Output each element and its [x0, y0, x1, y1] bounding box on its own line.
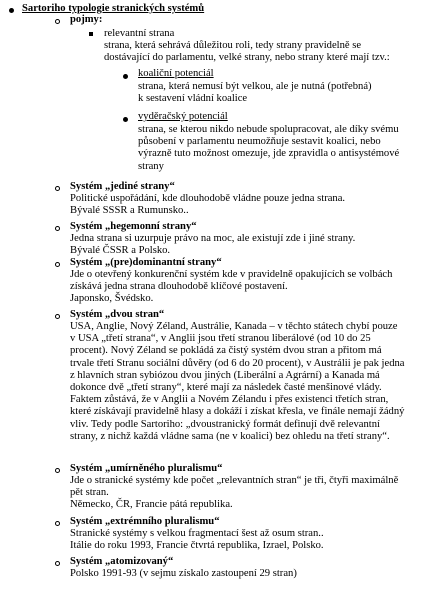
system-text [70, 568, 297, 580]
system-heading: Systém „hegemonní strany“ [70, 221, 197, 232]
vyderacsky-label: vyděračský potenciál [138, 111, 228, 122]
system-bullet [55, 468, 60, 473]
relevant-bullet [89, 32, 93, 36]
system-line: Itálie do roku 1993, Francie čtvrtá republika, Izrael, Polsko. [70, 540, 324, 552]
system-text [70, 528, 324, 552]
vyderacsky-line: strany [138, 160, 164, 172]
system-bullet [55, 186, 60, 191]
system-bullet [55, 561, 60, 566]
system-line: Stranické systémy s velkou fragmentací šest až osum stran.. [70, 528, 324, 539]
system-heading: Systém „extrémního pluralismu“ [70, 516, 220, 527]
system-line: Německo, ČR, Francie pátá republika. [70, 499, 233, 511]
system-line: Jde o otevřený konkurenční systém kde v pravidelně opakujících se volbách [70, 269, 393, 280]
system-bullet [55, 262, 60, 267]
system-line: získává jedna strana dlouhodobě klíčové postavení. [70, 281, 288, 293]
system-bullet [55, 314, 60, 319]
system-heading: Systém „dvou stran“ [70, 309, 165, 320]
system-line: Bývalé ČSSR a Polsko. [70, 245, 171, 257]
system-line: Polsko 1991-93 (v sejmu získalo zastoupení 29 stran) [70, 568, 297, 579]
system-line: Jedna strana si uzurpuje právo na moc, ale existují zde i jiné strany. [70, 233, 356, 244]
system-text [70, 193, 345, 217]
system-line: vliv. Tedy podle Sartoriho: „dvoustranický formát definují dvě relevantní [70, 418, 380, 430]
system-line: strany, z nichž každá vládne sama (ne v koalici) bez ohledu na třetí strany“. [70, 430, 390, 442]
koalicni-bullet [123, 74, 128, 79]
koalicni-text [138, 81, 372, 105]
system-heading: Systém „jediné strany“ [70, 181, 175, 192]
system-bullet [55, 226, 60, 231]
vyderacsky-line: strana, se kterou nikdo nebude spolupracovat, ale díky svému [138, 124, 399, 135]
vyderacsky-bullet [123, 117, 128, 122]
system-line: Faktem zůstává, že v Anglii a Novém Zélandu i přes existenci třetích stran, [70, 394, 389, 406]
system-line: Japonsko, Švédsko. [70, 293, 154, 305]
system-line: trvale třetí Stranu sociální důvěry (od 6 do 20 procent), v Austrálii je pak jedna [70, 357, 405, 369]
relevant-line: dostávající do parlamentu, velké strany, nebo strany které mají tzv.: [104, 52, 390, 64]
system-text [70, 269, 392, 306]
system-heading: Systém „atomizovaný“ [70, 556, 174, 567]
system-line: Jde o stranické systémy kde počet „relevantních stran“ je tři, čtyři maximálně [70, 475, 399, 486]
system-line: Bývalé SSSR a Rumunsko.. [70, 205, 189, 217]
vyderacsky-line: působení v parlamentu neumožňuje sestavit koalici, nebo [138, 136, 381, 148]
vyderacsky-line: výrazně tuto možnost omezuje, jde zpravidla o antisystémové [138, 148, 400, 160]
system-heading: Systém „(pre)dominantní strany“ [70, 257, 222, 268]
relevant-text [104, 40, 390, 64]
system-text [70, 233, 355, 257]
pojmy-bullet [55, 19, 60, 24]
vyderacsky-text [138, 124, 399, 173]
system-text [70, 321, 405, 443]
koalicni-line: strana, která nemusí být velkou, ale je nutná (potřebná) [138, 81, 372, 92]
koalicni-label: koaliční potenciál [138, 68, 214, 79]
relevant-label: relevantní strana [104, 28, 175, 39]
title-bullet [9, 8, 14, 13]
document-title: Sartoriho typologie stranických systémů [22, 3, 205, 14]
system-line: Politické uspořádání, kde dlouhodobě vládne pouze jedna strana. [70, 193, 346, 204]
system-line: pět stran. [70, 487, 109, 499]
system-line: procent). Nový Zéland se pokládá za čistý systém dvou stran a přitom má [70, 345, 382, 357]
koalicni-line: k sestavení vládní koalice [138, 93, 248, 105]
system-bullet [55, 521, 60, 526]
system-line: dokonce dvě „třetí strany“, které mají za následek časté menšinové vlády. [70, 382, 382, 394]
system-line: v USA „třetí strana“, v Anglii jsou třetí stranou liberálové (od 10 do 25 [70, 333, 371, 345]
system-line: které získávají pravidelně hlasy a dokáží i získat křesla, ve finále nemají žádný [70, 406, 405, 418]
relevant-line: strana, která sehrává důležitou roli, tedy strany pravidelně se [104, 40, 362, 51]
system-line: z hlavních stran sybiózou dvou jiných (Liberální a Agrární) a Kanada má [70, 369, 380, 381]
system-text [70, 475, 398, 512]
system-line: USA, Anglie, Nový Zéland, Austrálie, Kanada – v těchto státech chybí pouze [70, 321, 398, 332]
pojmy-heading: pojmy: [70, 14, 103, 25]
system-heading: Systém „umírněného pluralismu“ [70, 463, 223, 474]
